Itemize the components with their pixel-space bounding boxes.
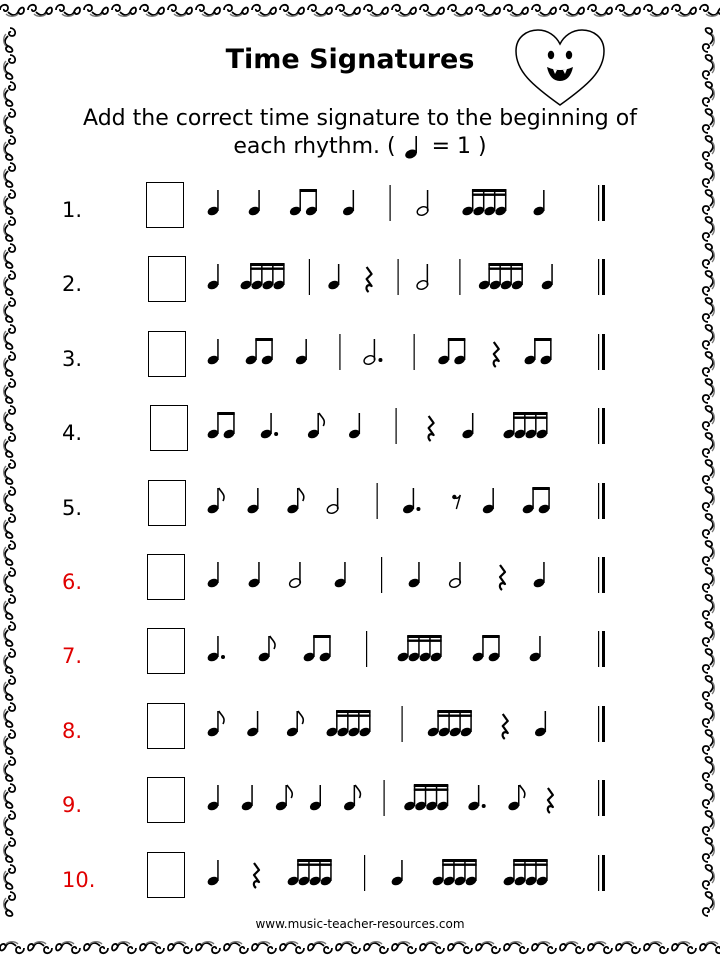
rhythm-symbol (366, 631, 367, 667)
exercise-number: 2. (62, 272, 83, 297)
rhythm-symbol (507, 785, 525, 812)
exercise-row (0, 554, 720, 614)
rhythm-notation (0, 480, 720, 540)
rhythm-symbol (289, 189, 318, 217)
rhythm-symbol (402, 488, 421, 515)
rhythm-symbol (540, 264, 553, 291)
rhythm-symbol (548, 788, 553, 813)
rhythm-symbol (384, 780, 385, 816)
rhythm-symbol (448, 562, 461, 589)
rhythm-symbol (239, 263, 285, 291)
rhythm-symbol (416, 264, 429, 291)
rhythm-symbol (247, 562, 260, 589)
rhythm-symbol (381, 557, 382, 593)
rhythm-symbol (437, 338, 466, 366)
page-title: Time Signatures (225, 44, 475, 75)
rhythm-symbol (598, 408, 605, 444)
rhythm-symbol (259, 413, 278, 440)
rhythm-symbol (247, 190, 260, 217)
rhythm-symbol (327, 264, 340, 291)
rhythm-symbol (377, 483, 378, 519)
exercise-row (0, 331, 720, 391)
rhythm-symbol (502, 412, 548, 440)
rhythm-symbol (295, 339, 308, 366)
rhythm-notation (0, 405, 720, 465)
rhythm-symbol (528, 636, 541, 663)
rhythm-symbol (390, 185, 391, 221)
instructions-line-1: Add the correct time signature to the beginning of (83, 106, 637, 131)
rhythm-symbol (325, 710, 371, 738)
exercise-row (0, 777, 720, 837)
rhythm-symbol (416, 190, 429, 217)
rhythm-notation (0, 256, 720, 316)
rhythm-symbol (598, 706, 605, 742)
rhythm-symbol (206, 860, 219, 887)
rhythm-symbol (206, 190, 219, 217)
rhythm-symbol (240, 785, 253, 812)
rhythm-symbol (500, 565, 505, 590)
rhythm-symbol (478, 263, 524, 291)
rhythm-symbol (598, 259, 605, 295)
exercise-number: 5. (62, 495, 83, 520)
rhythm-symbol (286, 488, 304, 515)
rhythm-symbol (333, 562, 346, 589)
rhythm-symbol (426, 710, 472, 738)
rhythm-symbol (461, 413, 474, 440)
rhythm-symbol (342, 190, 355, 217)
rhythm-symbol (532, 562, 545, 589)
rhythm-symbol (532, 190, 545, 217)
rhythm-symbol (598, 855, 605, 891)
rhythm-notation (0, 703, 720, 763)
instructions (40, 105, 680, 161)
quarter-note-icon (403, 134, 425, 160)
exercise-number: 8. (62, 718, 83, 743)
rhythm-symbol (523, 338, 552, 366)
rhythm-symbol (348, 413, 361, 440)
rhythm-symbol (503, 714, 508, 739)
rhythm-symbol (494, 342, 499, 367)
rhythm-symbol (398, 259, 399, 295)
exercise-number: 10. (62, 867, 96, 892)
rhythm-symbol (206, 264, 219, 291)
rhythm-symbol (534, 711, 547, 738)
rhythm-notation (0, 182, 720, 242)
rhythm-symbol (288, 562, 301, 589)
rhythm-symbol (598, 557, 605, 593)
instructions-line-2-start: each rhythm. ( (233, 134, 396, 159)
rhythm-symbol (339, 334, 340, 370)
rhythm-symbol (598, 780, 605, 816)
instructions-line-2 (40, 133, 680, 161)
rhythm-symbol (598, 185, 605, 221)
exercise-row (0, 405, 720, 465)
rhythm-symbol (244, 338, 273, 366)
rhythm-symbol (402, 706, 403, 742)
rhythm-notation (0, 628, 720, 688)
exercise-number: 6. (62, 570, 83, 594)
rhythm-symbol (403, 784, 449, 812)
rhythm-symbol (461, 189, 507, 217)
rhythm-symbol (521, 487, 550, 515)
exercise-number: 3. (62, 346, 83, 371)
rhythm-symbol (598, 334, 605, 370)
rhythm-symbol (431, 859, 477, 887)
rhythm-symbol (257, 636, 275, 663)
rhythm-symbol (471, 635, 500, 663)
footer-url: www.music-teacher-resources.com (255, 917, 465, 931)
rhythm-symbol (343, 785, 361, 812)
rhythm-symbol (307, 413, 325, 440)
exercise-row (0, 480, 720, 540)
rhythm-symbol (407, 562, 420, 589)
exercise-row (0, 628, 720, 688)
exercise-row (0, 852, 720, 912)
rhythm-symbol (309, 785, 322, 812)
rhythm-symbol (254, 863, 259, 888)
rhythm-symbol (206, 339, 219, 366)
exercise-row (0, 256, 720, 316)
rhythm-symbol (390, 860, 403, 887)
rhythm-symbol (206, 412, 235, 440)
rhythm-notation (0, 852, 720, 912)
rhythm-symbol (414, 334, 415, 370)
rhythm-symbol (309, 259, 310, 295)
exercise-number: 7. (62, 644, 83, 669)
rhythm-symbol (467, 785, 486, 812)
rhythm-notation (0, 554, 720, 614)
rhythm-symbol (396, 635, 442, 663)
rhythm-symbol (275, 785, 293, 812)
rhythm-symbol (206, 562, 219, 589)
exercise-number: 4. (62, 421, 83, 446)
rhythm-symbol (364, 855, 365, 891)
rhythm-notation (0, 331, 720, 391)
rhythm-symbol (206, 488, 224, 515)
rhythm-symbol (246, 488, 259, 515)
exercise-row (0, 703, 720, 763)
rhythm-symbol (246, 711, 259, 738)
rhythm-symbol (363, 339, 383, 366)
smiling-heart-icon (512, 27, 608, 109)
rhythm-symbol (482, 488, 495, 515)
rhythm-symbol (428, 416, 433, 441)
rhythm-symbol (302, 635, 331, 663)
rhythm-symbol (366, 267, 371, 292)
rhythm-symbol (206, 711, 224, 738)
rhythm-symbol (206, 636, 225, 663)
rhythm-symbol (396, 408, 397, 444)
exercise-row (0, 182, 720, 242)
exercise-number: 9. (62, 793, 83, 818)
rhythm-symbol (286, 859, 332, 887)
rhythm-symbol (286, 711, 304, 738)
rhythm-symbol (206, 785, 219, 812)
exercise-number: 1. (62, 198, 83, 222)
rhythm-symbol (598, 483, 605, 519)
instructions-line-2-end: = 1 ) (431, 134, 487, 159)
rhythm-notation (0, 777, 720, 837)
rhythm-symbol (502, 859, 548, 887)
rhythm-symbol (452, 494, 460, 508)
rhythm-symbol (459, 259, 460, 295)
rhythm-symbol (326, 488, 339, 515)
rhythm-symbol (598, 631, 605, 667)
